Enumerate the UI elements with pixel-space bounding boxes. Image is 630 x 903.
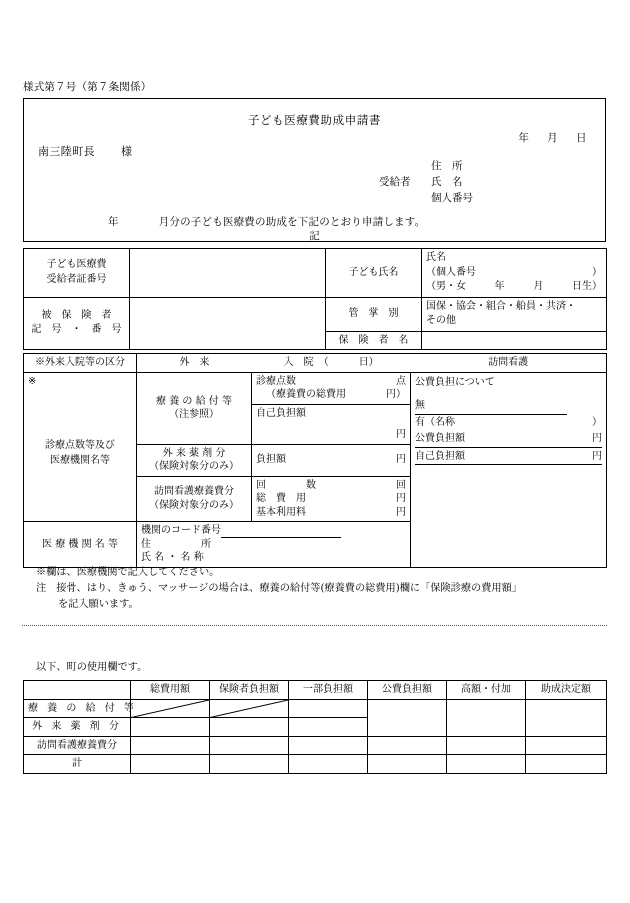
recipient-name-label: 氏 名 <box>431 176 463 189</box>
jurisdiction-options[interactable] <box>422 297 607 331</box>
self-expense-amount-input[interactable] <box>415 449 602 466</box>
child-name-label: 子ども氏名 <box>326 249 422 298</box>
child-cert-number-input[interactable] <box>130 249 326 298</box>
home-nursing-cost-input[interactable] <box>252 476 411 522</box>
left-category-line2: 医療機関名等 <box>50 455 110 466</box>
column-header-insurer-share: 保険者負担額 <box>210 681 289 700</box>
request-statement <box>108 215 425 229</box>
institution-address-label: 住 所 <box>141 538 211 550</box>
form-number: 様式第７号（第７条関係） <box>23 81 152 93</box>
diagnostic-points-input[interactable] <box>252 372 411 404</box>
row-label-outpatient-medicine: 外 来 薬 剤 分 <box>24 718 131 737</box>
home-nursing-count-label: 回 数 <box>256 479 316 491</box>
left-category-line1: 診療点数等及び <box>45 440 115 451</box>
insured-info-table <box>23 248 607 350</box>
insured-label-line2: 記 号 ・ 番 号 <box>31 324 122 336</box>
visit-category-label: ※外来入院等の区分 <box>24 354 137 373</box>
home-nursing-cost-line1: 訪問看護療養費分 <box>154 486 234 498</box>
cell-total-high-cost[interactable] <box>447 755 526 774</box>
home-nursing-cost-label <box>137 476 252 522</box>
cell-medical-benefit-public-share[interactable] <box>368 699 447 736</box>
self-expense-amount-unit: 円 <box>592 450 602 462</box>
child-cert-number-label <box>24 249 130 298</box>
visit-type-header <box>137 354 607 373</box>
cell-medical-benefit-total-cost[interactable] <box>131 699 210 718</box>
table-row-header <box>24 354 607 373</box>
insured-symbol-number-input[interactable] <box>130 297 326 350</box>
notes-block <box>36 565 606 612</box>
child-gender-label: （男・女 <box>426 281 466 292</box>
public-expense-amount-unit: 円 <box>592 433 602 444</box>
home-nursing-basic-fee-unit: 円 <box>396 506 406 518</box>
table-row <box>24 372 607 404</box>
cell-home-nursing-public-share[interactable] <box>368 736 447 755</box>
home-nursing-count-unit: 回 <box>396 479 406 491</box>
medical-details-table <box>23 353 607 568</box>
medical-benefit-label <box>137 372 252 444</box>
note-chu <box>36 581 606 597</box>
cell-home-nursing-total-cost[interactable] <box>131 736 210 755</box>
outpatient-medicine-amount-label: 負担額 <box>256 454 286 466</box>
cell-outpatient-medicine-partial-share[interactable] <box>289 718 368 737</box>
cell-home-nursing-insurer-share[interactable] <box>210 736 289 755</box>
cell-medical-benefit-high-cost[interactable] <box>447 699 526 736</box>
column-header-partial-share: 一部負担額 <box>289 681 368 700</box>
addressee <box>38 145 132 160</box>
public-expense-none-option[interactable]: 無 <box>415 398 567 415</box>
institution-label: 医 療 機 関 名 等 <box>24 522 137 568</box>
cell-total-public-share[interactable] <box>368 755 447 774</box>
child-birth-year: 年 <box>494 281 505 292</box>
cell-medical-benefit-insurer-share[interactable] <box>210 699 289 718</box>
table-row <box>24 297 607 331</box>
row-label-medical-benefit: 療 養 の 給 付 等 <box>24 699 131 718</box>
request-year-label: 年 <box>108 216 119 228</box>
jurisdiction-label: 管 掌 別 <box>326 297 422 331</box>
date-line <box>518 131 587 145</box>
child-name-input[interactable] <box>422 249 607 298</box>
recipient-label: 受給者 <box>379 176 411 189</box>
column-header-public-share: 公費負担額 <box>368 681 447 700</box>
child-cert-number-label-line1: 子ども医療費 <box>46 259 107 271</box>
addressee-honorific: 様 <box>121 145 133 158</box>
note-asterisk: ※欄は、医療機関で記入してください。 <box>36 567 220 578</box>
cell-medical-benefit-decided-amount[interactable] <box>526 699 607 736</box>
table-row <box>24 699 607 718</box>
diagnostic-points-label: 診療点数 <box>256 375 296 387</box>
addressee-name: 南三陸町長 <box>38 145 95 158</box>
cell-outpatient-medicine-insurer-share[interactable] <box>210 718 289 737</box>
date-year-label: 年 <box>518 132 530 144</box>
cell-medical-benefit-partial-share[interactable] <box>289 699 368 718</box>
cell-home-nursing-partial-share[interactable] <box>289 736 368 755</box>
note-chu-body: 接骨、はり、きゅう、マッサージの場合は、療養の給付等(療養費の総費用)欄に「保険診療の費用額」 <box>56 582 522 594</box>
recipient-address-label: 住 所 <box>431 160 463 172</box>
public-expense-yes-label: 有（名称 <box>415 416 455 428</box>
table-row <box>24 249 607 298</box>
column-header-total-cost: 総費用額 <box>131 681 210 700</box>
cell-total-insurer-share[interactable] <box>210 755 289 774</box>
medical-benefit-line2: （注参照） <box>169 409 219 420</box>
institution-code-field[interactable] <box>221 527 341 538</box>
note-chu-head: 注 <box>36 582 47 594</box>
public-expense-cell[interactable] <box>411 372 607 567</box>
table-row-header <box>24 681 607 700</box>
diagonal-strike-icon <box>131 700 209 718</box>
home-nursing-basic-fee-label: 基本利用料 <box>256 506 306 518</box>
diagnostic-points-unit: 点 <box>396 375 406 387</box>
home-nursing-total-unit: 円 <box>396 493 406 504</box>
institution-code-label: 機関のコード番号 <box>141 525 221 536</box>
date-month-label: 月 <box>547 132 559 144</box>
row-label-total: 計 <box>24 755 131 774</box>
recipient-label-spacer2 <box>379 191 431 207</box>
child-name-field-label: 氏名 <box>426 252 446 263</box>
cell-total-decided-amount[interactable] <box>526 755 607 774</box>
self-payment-input[interactable] <box>252 404 411 444</box>
cell-home-nursing-high-cost[interactable] <box>447 736 526 755</box>
inpatient-label: 入 院 （ 日） <box>283 357 379 368</box>
column-header-blank <box>24 681 131 700</box>
child-birth-day: 日生） <box>571 281 602 292</box>
public-expense-amount-input[interactable] <box>415 431 602 448</box>
self-expense-amount-label: 自己負担額 <box>415 450 465 462</box>
page-title: 子ども医療費助成申請書 <box>247 113 382 127</box>
header-box <box>23 98 606 242</box>
cell-total-partial-share[interactable] <box>289 755 368 774</box>
public-expense-amount-label: 公費負担額 <box>415 433 465 444</box>
child-mynumber-close: ） <box>592 266 602 278</box>
note-chu-cont: を記入願います。 <box>58 598 139 610</box>
child-cert-number-label-line2: 受給者証番号 <box>46 273 107 285</box>
jurisdiction-line1: 国保・協会・組合・船員・共済・ <box>426 300 576 312</box>
date-day-label: 日 <box>576 132 587 144</box>
table-row <box>24 755 607 774</box>
cell-total-total-cost[interactable] <box>131 755 210 774</box>
institution-code-row <box>141 524 406 538</box>
recipient-label-spacer <box>379 159 431 175</box>
diagonal-strike-icon <box>210 700 288 718</box>
total-cost-unit: 円） <box>386 389 406 400</box>
institution-name-label: 氏 名 ・ 名 称 <box>141 552 204 563</box>
outpatient-medicine-input[interactable] <box>252 444 411 476</box>
insurer-name-input[interactable] <box>422 331 607 350</box>
public-expense-yes-option[interactable] <box>415 415 602 431</box>
institution-input[interactable] <box>137 522 411 568</box>
total-cost-label: （療養費の総費用 <box>266 389 346 400</box>
table-row <box>24 736 607 755</box>
dotted-divider <box>22 625 607 626</box>
public-expense-title: 公費負担について <box>415 376 495 388</box>
cell-outpatient-medicine-total-cost[interactable] <box>131 718 210 737</box>
insured-label-line1: 被 保 険 者 <box>41 309 112 321</box>
left-category-cell <box>24 372 137 522</box>
insurer-name-label: 保 険 者 名 <box>326 331 422 350</box>
self-payment-unit: 円 <box>396 429 406 440</box>
insured-symbol-number-label <box>24 297 130 350</box>
town-use-table <box>23 680 607 774</box>
public-expense-yes-close: ） <box>592 416 602 428</box>
town-use-label: 以下、町の使用欄です。 <box>36 662 148 673</box>
cell-home-nursing-decided-amount[interactable] <box>526 736 607 755</box>
outpatient-label: 外 来 <box>179 357 210 368</box>
jurisdiction-line2: その他 <box>426 315 456 326</box>
home-nursing-label: 訪問看護 <box>488 357 529 368</box>
request-text: 月分の子ども医療費の助成を下記のとおり申請します。 <box>158 216 426 228</box>
child-birth-month: 月 <box>533 281 544 292</box>
recipient-block <box>379 159 473 208</box>
asterisk-marker: ※ <box>28 375 37 387</box>
recipient-mynumber-label: 個人番号 <box>431 192 473 205</box>
outpatient-medicine-label <box>137 444 252 476</box>
child-mynumber-label: （個人番号 <box>426 266 476 278</box>
outpatient-medicine-line1: 外 来 薬 剤 分 <box>162 447 226 459</box>
ki-marker: 記 <box>309 230 320 242</box>
medical-benefit-line1: 療 養 の 給 付 等 <box>156 395 232 407</box>
home-nursing-cost-line2: （保険対象分のみ） <box>149 499 239 511</box>
outpatient-medicine-line2: （保険対象分のみ） <box>149 461 239 472</box>
home-nursing-total-label: 総 費 用 <box>256 493 306 504</box>
row-label-home-nursing: 訪問看護療養費分 <box>24 736 131 755</box>
column-header-decided-amount: 助成決定額 <box>526 681 607 700</box>
self-payment-label: 自己負担額 <box>256 407 306 419</box>
outpatient-medicine-amount-unit: 円 <box>396 454 406 466</box>
column-header-high-cost: 高額・付加 <box>447 681 526 700</box>
